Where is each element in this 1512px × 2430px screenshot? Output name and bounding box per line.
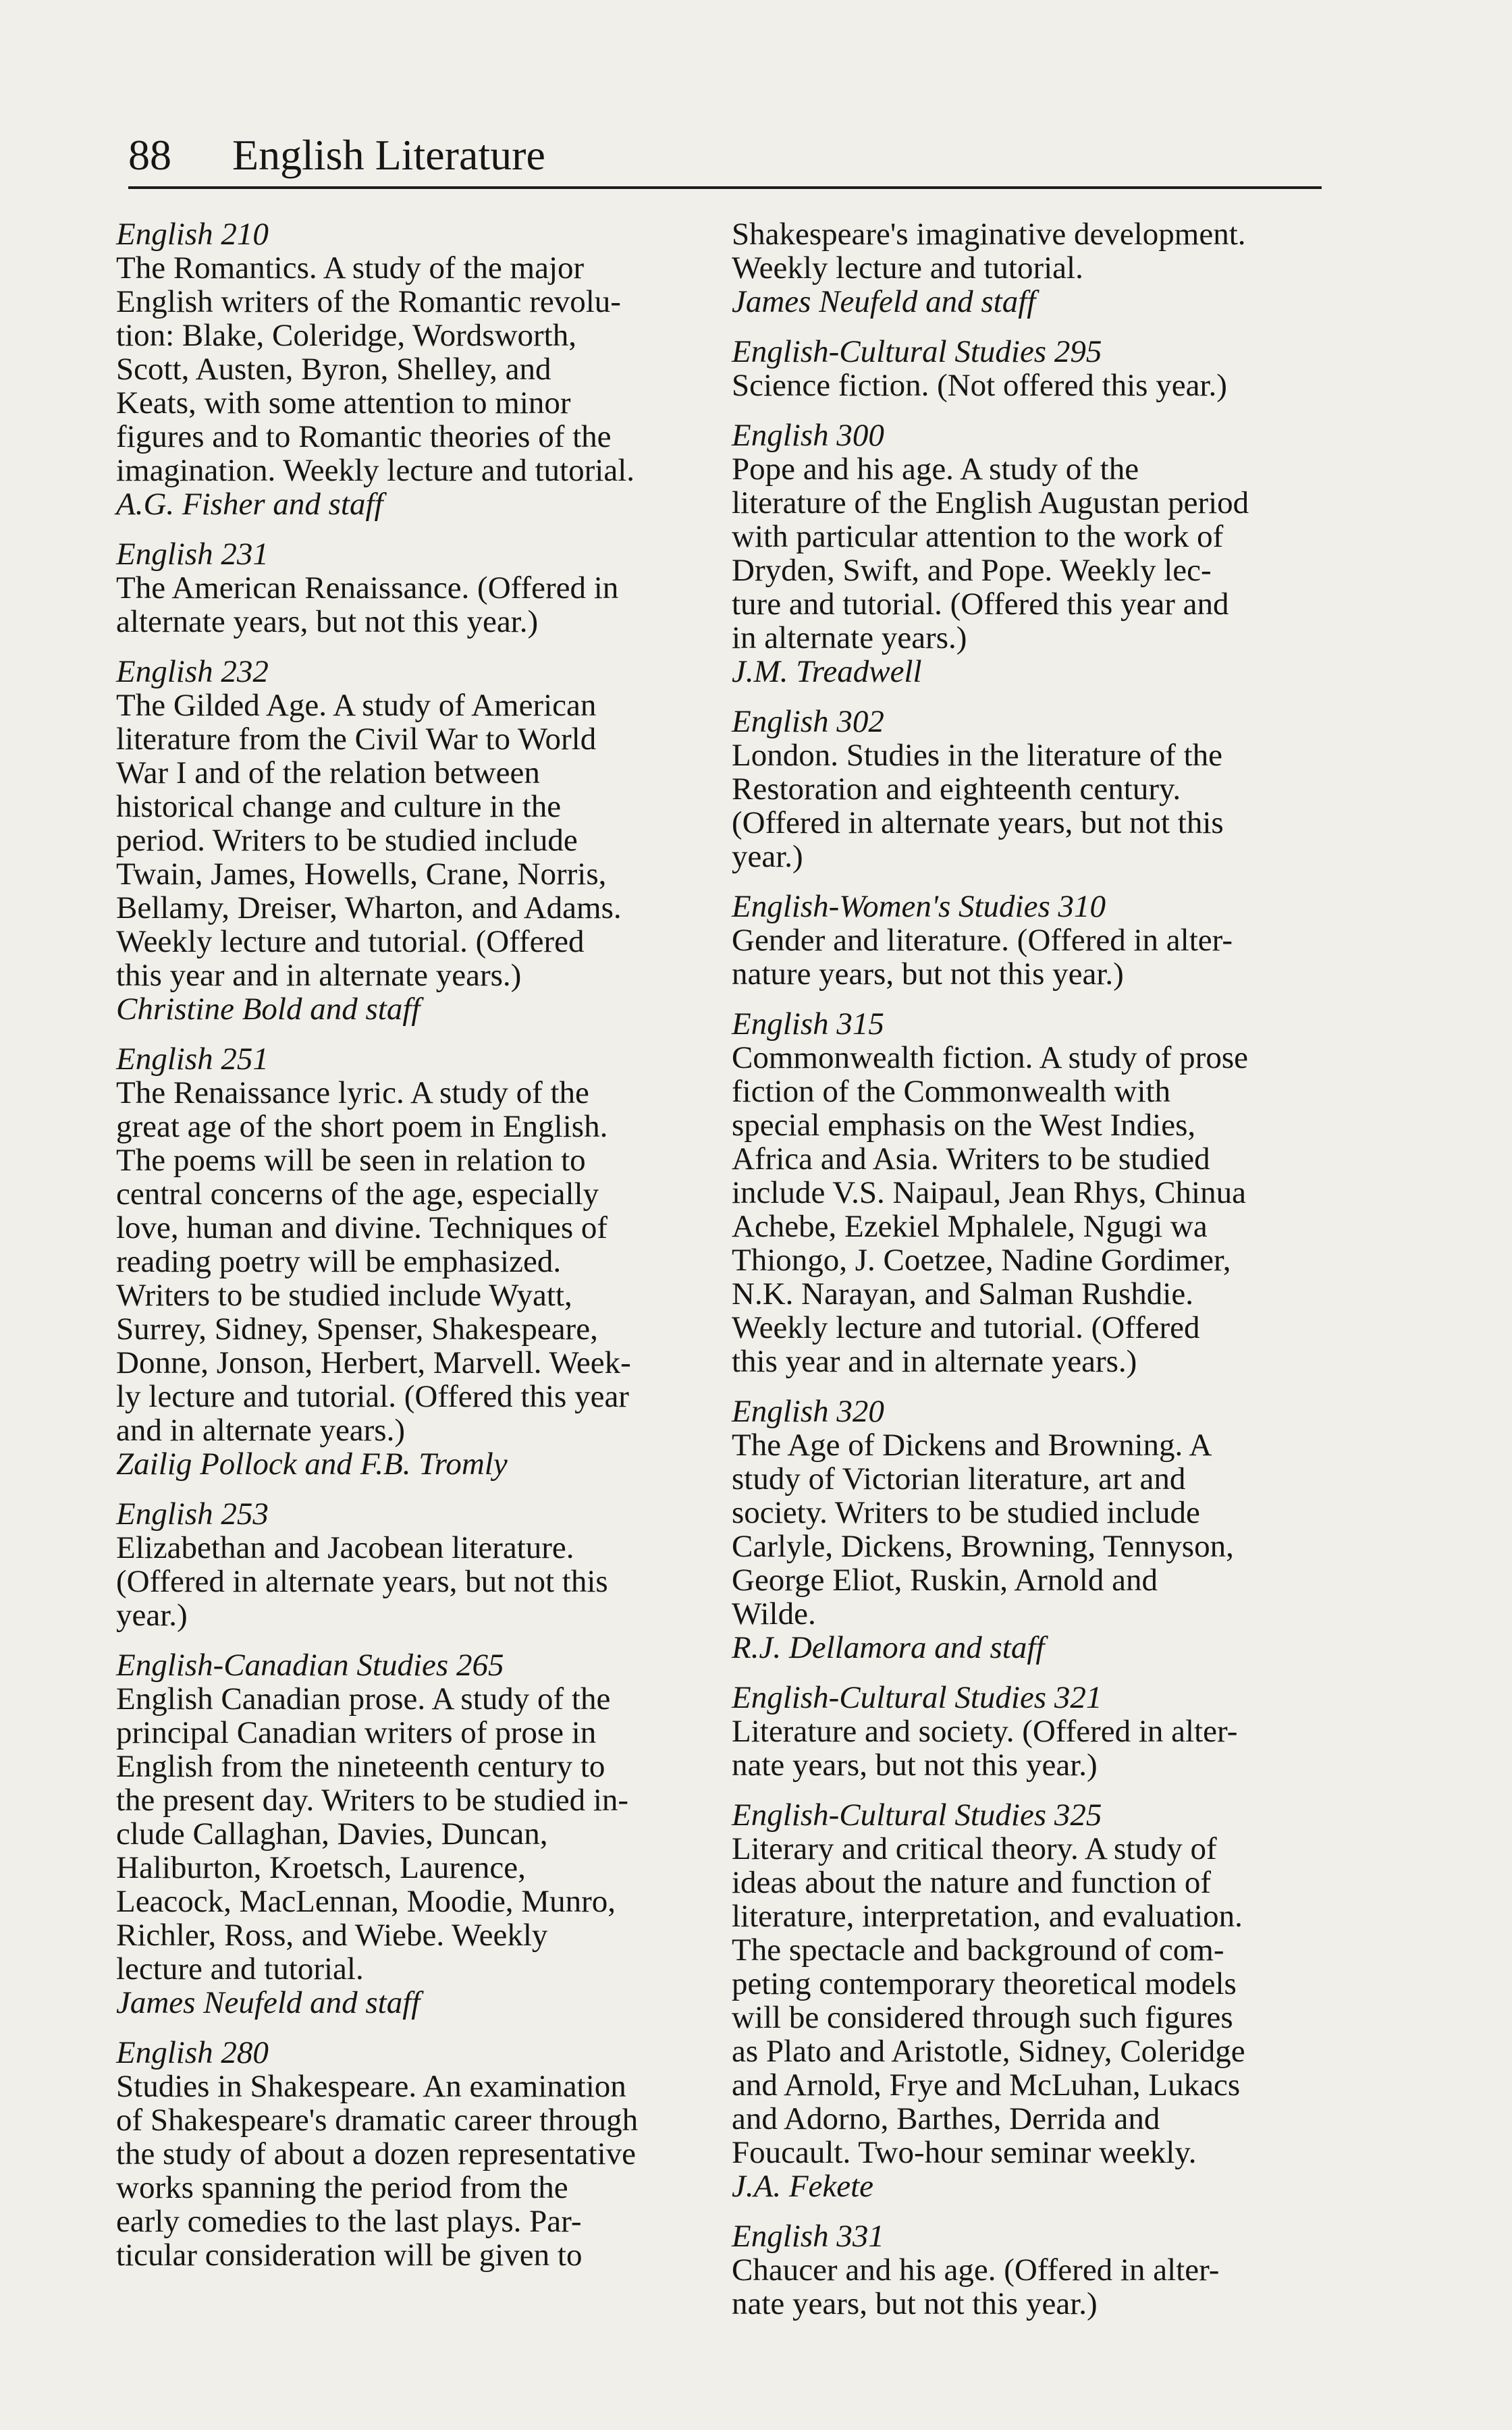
right-column <box>732 217 1339 2337</box>
left-column <box>116 217 724 2288</box>
course-description: Shakespeare's imaginative development. Weekly lecture and tutorial. <box>732 217 1246 286</box>
course-code: English 315 <box>732 1006 884 1042</box>
course-instructor: Christine Bold and staff <box>116 992 421 1027</box>
course-description: Elizabethan and Jacobean literature. (Offered in alternate years, but not this year.) <box>116 1530 608 1633</box>
page-number: 88 <box>128 131 171 179</box>
course-code: English 331 <box>732 2219 884 2254</box>
course-code: English-Cultural Studies 321 <box>732 1680 1102 1715</box>
course-description: English Canadian prose. A study of the principal Canadian writers of prose in English from the nineteenth century to the present day. Writers to be studied in- clude Callaghan, Davies, Duncan, Haliburton, Kroetsch, Laurence, Leacock, MacLennan, Moodie, Munro, Richler, Ross, and Wiebe. Weekly lecture and tutorial. <box>116 1681 629 1987</box>
course-instructor: R.J. Dellamora and staff <box>732 1630 1045 1665</box>
course-code: English 232 <box>116 654 269 689</box>
course-code: English 231 <box>116 537 269 572</box>
course-entry <box>732 2219 1339 2321</box>
course-description: Chaucer and his age. (Offered in alter- nate years, but not this year.) <box>732 2252 1220 2321</box>
course-description: The Renaissance lyric. A study of the great age of the short poem in English. The poems will be seen in relation to central concerns of the age, especially love, human and divine. Techniques of reading poetry will be emphasized. Writers to be studied include Wyatt, Surrey, Sidney, Spenser, Shakespeare, Donne, Jonson, Herbert, Marvell. Week- ly lecture and tutorial. (Offered this year and in alternate years.) <box>116 1075 631 1448</box>
course-entry <box>732 1681 1339 1782</box>
course-entry <box>732 418 1339 688</box>
course-description: London. Studies in the literature of the Restoration and eighteenth century. (Offered in alternate years, but not this year.) <box>732 738 1224 874</box>
course-code: English 320 <box>732 1394 884 1429</box>
course-code: English 280 <box>116 2035 269 2070</box>
course-entry <box>116 217 724 521</box>
course-code: English-Canadian Studies 265 <box>116 1648 504 1683</box>
header-rule <box>128 186 1322 189</box>
course-description: The Gilded Age. A study of American literature from the Civil War to World War I and of the relation between historical change and culture in the period. Writers to be studied include Twain, James, Howells, Crane, Norris, Bellamy, Dreiser, Wharton, and Adams. Weekly lecture and tutorial. (Offered this year and in alternate years.) <box>116 688 622 993</box>
course-entry <box>732 1395 1339 1665</box>
course-description: Studies in Shakespeare. An examination of Shakespeare's dramatic career through the study of about a dozen representative works spanning the period from the early comedies to the last plays. Par- ticular consideration will be given to <box>116 2069 639 2273</box>
course-code: English-Women's Studies 310 <box>732 889 1106 924</box>
course-entry <box>116 2036 724 2272</box>
course-entry <box>732 705 1339 873</box>
course-description: Gender and literature. (Offered in alter- nature years, but not this year.) <box>732 923 1233 992</box>
page-title: English Literature <box>232 131 545 179</box>
course-entry <box>116 1042 724 1481</box>
course-code: English 302 <box>732 704 884 739</box>
course-entry <box>116 537 724 639</box>
course-code: English 251 <box>116 1042 269 1077</box>
course-entry <box>732 335 1339 402</box>
course-instructor: J.A. Fekete <box>732 2169 874 2204</box>
course-entry <box>116 655 724 1026</box>
course-description: Commonwealth fiction. A study of prose fiction of the Commonwealth with special emphasis on the West Indies, Africa and Asia. Writers to be studied include V.S. Naipaul, Jean Rhys, Chinua Achebe, Ezekiel Mphalele, Ngugi wa Thiongo, J. Coetzee, Nadine Gordimer, N.K. Narayan, and Salman Rushdie. Weekly lecture and tutorial. (Offered this year and in alternate years.) <box>732 1040 1248 1379</box>
course-instructor: James Neufeld and staff <box>732 284 1036 319</box>
course-entry <box>732 1798 1339 2203</box>
course-description: The Romantics. A study of the major English writers of the Romantic revolu- tion: Blake, Coleridge, Wordsworth, Scott, Austen, Byron, Shelley, and Keats, with some attention to minor figures and to Romantic theories of the imagination. Weekly lecture and tutorial. <box>116 250 634 488</box>
course-description: Literature and society. (Offered in alter- nate years, but not this year.) <box>732 1714 1238 1783</box>
course-instructor: James Neufeld and staff <box>116 1985 421 2020</box>
course-description: Pope and his age. A study of the literature of the English Augustan period with particular attention to the work of Dryden, Swift, and Pope. Weekly lec- ture and tutorial. (Offered this year and in alternate years.) <box>732 452 1249 655</box>
course-entry <box>116 1648 724 2020</box>
course-code: English 300 <box>732 418 884 453</box>
course-description: Literary and critical theory. A study of ideas about the nature and function of literature, interpretation, and evaluation. The spectacle and background of com- peting contemporary theoretical models will be considered through such figures as Plato and Aristotle, Sidney, Coleridge and Arnold, Frye and McLuhan, Lukacs and Adorno, Barthes, Derrida and Foucault. Two-hour seminar weekly. <box>732 1831 1245 2170</box>
course-instructor: Zailig Pollock and F.B. Tromly <box>116 1447 508 1482</box>
course-instructor: A.G. Fisher and staff <box>116 487 383 522</box>
course-instructor: J.M. Treadwell <box>732 654 922 689</box>
course-description: The American Renaissance. (Offered in alternate years, but not this year.) <box>116 570 619 639</box>
course-code: English-Cultural Studies 325 <box>732 1798 1102 1833</box>
course-entry <box>732 890 1339 991</box>
course-entry <box>116 1497 724 1632</box>
course-description: Science fiction. (Not offered this year.) <box>732 368 1227 403</box>
course-code: English 210 <box>116 217 269 252</box>
page-header <box>128 115 1316 177</box>
course-code: English-Cultural Studies 295 <box>732 334 1102 369</box>
course-description: The Age of Dickens and Browning. A study of Victorian literature, art and society. Writers to be studied include Carlyle, Dickens, Browning, Tennyson, George Eliot, Ruskin, Arnold and Wilde. <box>732 1428 1234 1631</box>
course-entry <box>732 1007 1339 1378</box>
course-code: English 253 <box>116 1496 269 1532</box>
course-entry-continuation <box>732 217 1339 319</box>
